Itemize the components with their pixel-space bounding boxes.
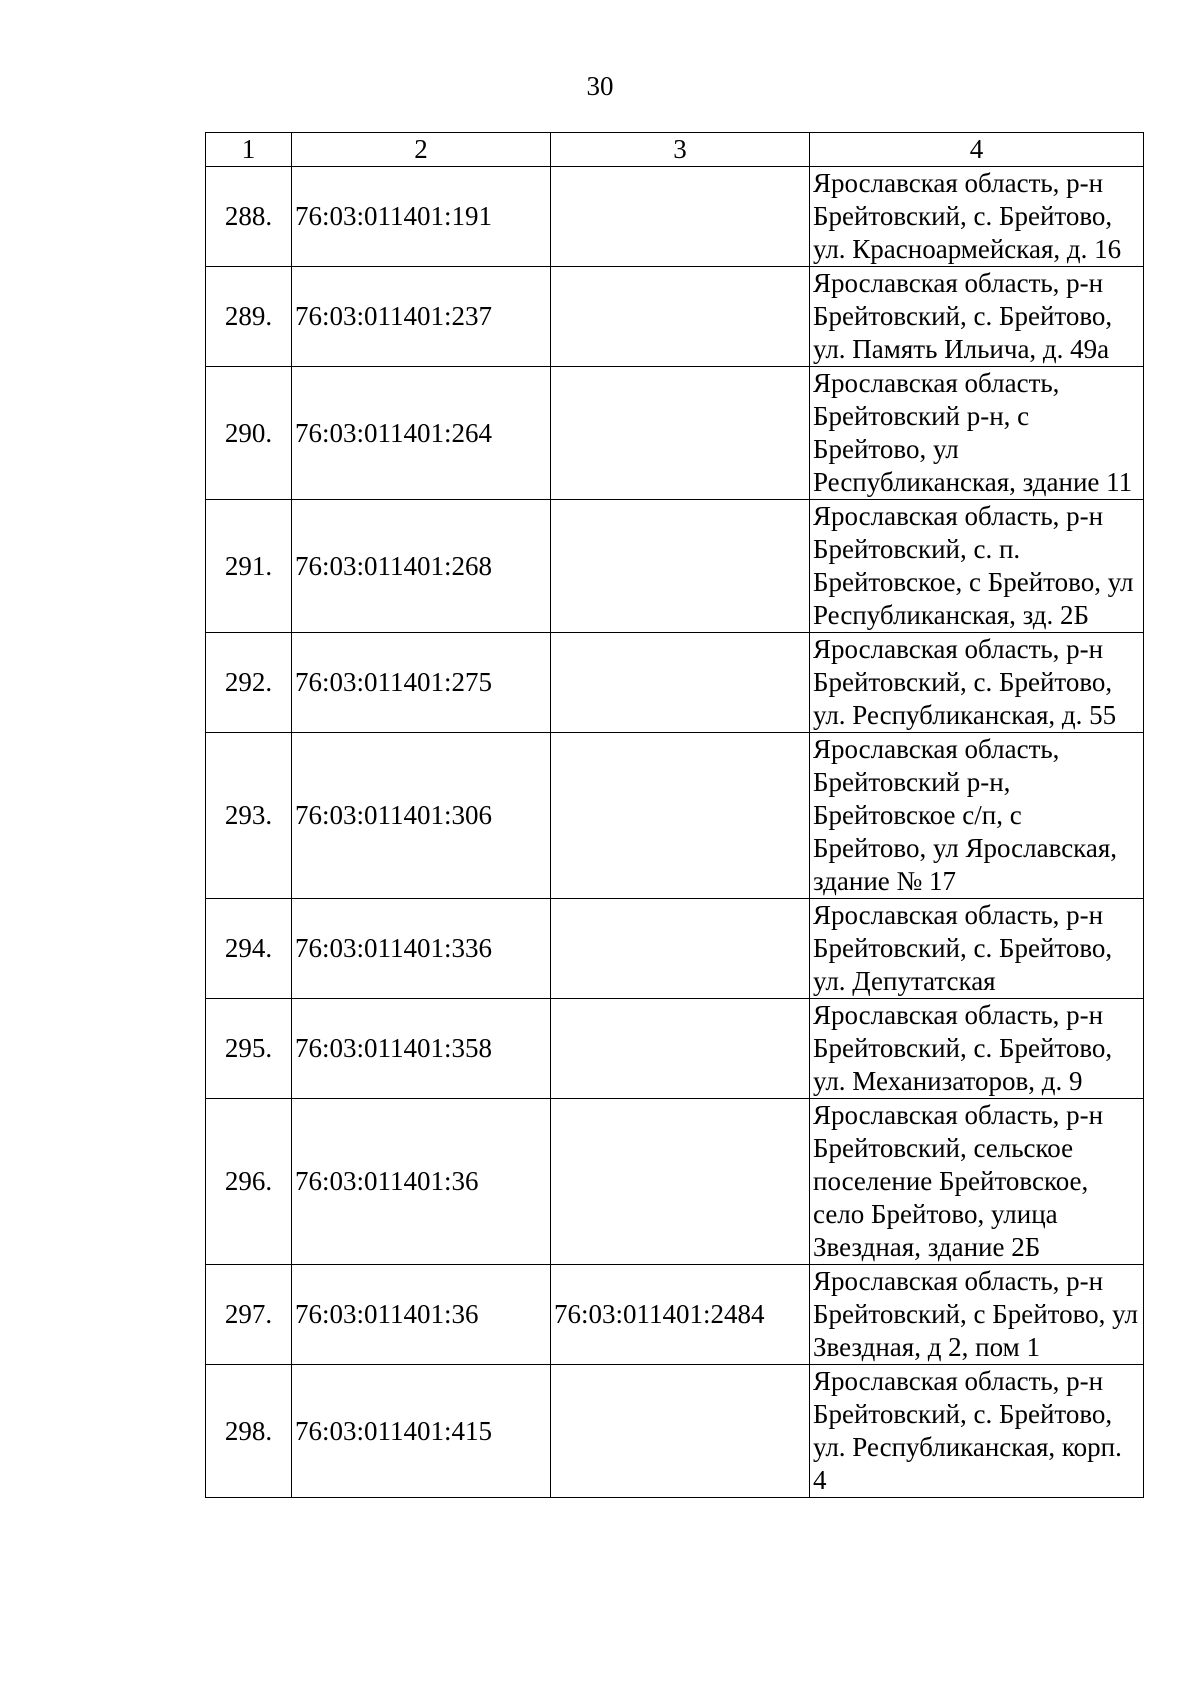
column-header-1: 1 <box>206 133 292 167</box>
header-row <box>206 133 1144 167</box>
table-row <box>206 267 1144 367</box>
table-row <box>206 899 1144 999</box>
table-row <box>206 633 1144 733</box>
cadastral-number: 76:03:011401:264 <box>292 367 551 500</box>
page-number: 30 <box>586 71 614 101</box>
address: Ярославская область, Брейтовский р-н, Брейтовское с/п, с Брейтово, ул Ярославская, здание № 17 <box>810 733 1144 899</box>
table-row <box>206 733 1144 899</box>
cadastral-number: 76:03:011401:237 <box>292 267 551 367</box>
address: Ярославская область, р-н Брейтовский, с. Брейтово, ул. Красноармейская, д. 16 <box>810 167 1144 267</box>
table-row <box>206 500 1144 633</box>
row-number: 289. <box>206 267 292 367</box>
parent-cadastral-number: 76:03:011401:2484 <box>551 1265 810 1365</box>
row-number: 298. <box>206 1365 292 1498</box>
address: Ярославская область, р-н Брейтовский, с. Брейтово, ул. Республиканская, д. 55 <box>810 633 1144 733</box>
address: Ярославская область, р-н Брейтовский, с. Брейтово, ул. Республиканская, корп. 4 <box>810 1365 1144 1498</box>
table-row <box>206 1265 1144 1365</box>
cadastral-number: 76:03:011401:275 <box>292 633 551 733</box>
row-number: 294. <box>206 899 292 999</box>
parent-cadastral-number <box>551 999 810 1099</box>
table-row <box>206 1365 1144 1498</box>
column-header-4: 4 <box>810 133 1144 167</box>
cadastral-number: 76:03:011401:191 <box>292 167 551 267</box>
registry-table <box>205 132 1144 1498</box>
cadastral-number: 76:03:011401:415 <box>292 1365 551 1498</box>
parent-cadastral-number <box>551 500 810 633</box>
address: Ярославская область, р-н Брейтовский, с Брейтово, ул Звездная, д 2, пом 1 <box>810 1265 1144 1365</box>
table-row <box>206 167 1144 267</box>
parent-cadastral-number <box>551 1365 810 1498</box>
row-number: 296. <box>206 1099 292 1265</box>
cadastral-number: 76:03:011401:358 <box>292 999 551 1099</box>
row-number: 290. <box>206 367 292 500</box>
cadastral-number: 76:03:011401:36 <box>292 1265 551 1365</box>
cadastral-number: 76:03:011401:36 <box>292 1099 551 1265</box>
row-number: 291. <box>206 500 292 633</box>
table-row <box>206 1099 1144 1265</box>
table-row <box>206 999 1144 1099</box>
address: Ярославская область, р-н Брейтовский, сельское поселение Брейтовское, село Брейтово, улица Звездная, здание 2Б <box>810 1099 1144 1265</box>
row-number: 288. <box>206 167 292 267</box>
table-row <box>206 367 1144 500</box>
parent-cadastral-number <box>551 167 810 267</box>
cadastral-number: 76:03:011401:306 <box>292 733 551 899</box>
address: Ярославская область, р-н Брейтовский, с. п. Брейтовское, с Брейтово, ул Республиканская, зд. 2Б <box>810 500 1144 633</box>
parent-cadastral-number <box>551 1099 810 1265</box>
parent-cadastral-number <box>551 733 810 899</box>
cadastral-number: 76:03:011401:268 <box>292 500 551 633</box>
address: Ярославская область, р-н Брейтовский, с. Брейтово, ул. Механизаторов, д. 9 <box>810 999 1144 1099</box>
row-number: 295. <box>206 999 292 1099</box>
address: Ярославская область, Брейтовский р-н, с Брейтово, ул Республиканская, здание 11 <box>810 367 1144 500</box>
address: Ярославская область, р-н Брейтовский, с. Брейтово, ул. Память Ильича, д. 49а <box>810 267 1144 367</box>
address: Ярославская область, р-н Брейтовский, с. Брейтово, ул. Депутатская <box>810 899 1144 999</box>
parent-cadastral-number <box>551 633 810 733</box>
parent-cadastral-number <box>551 367 810 500</box>
row-number: 293. <box>206 733 292 899</box>
row-number: 297. <box>206 1265 292 1365</box>
cadastral-number: 76:03:011401:336 <box>292 899 551 999</box>
row-number: 292. <box>206 633 292 733</box>
column-header-2: 2 <box>292 133 551 167</box>
parent-cadastral-number <box>551 267 810 367</box>
column-header-3: 3 <box>551 133 810 167</box>
parent-cadastral-number <box>551 899 810 999</box>
